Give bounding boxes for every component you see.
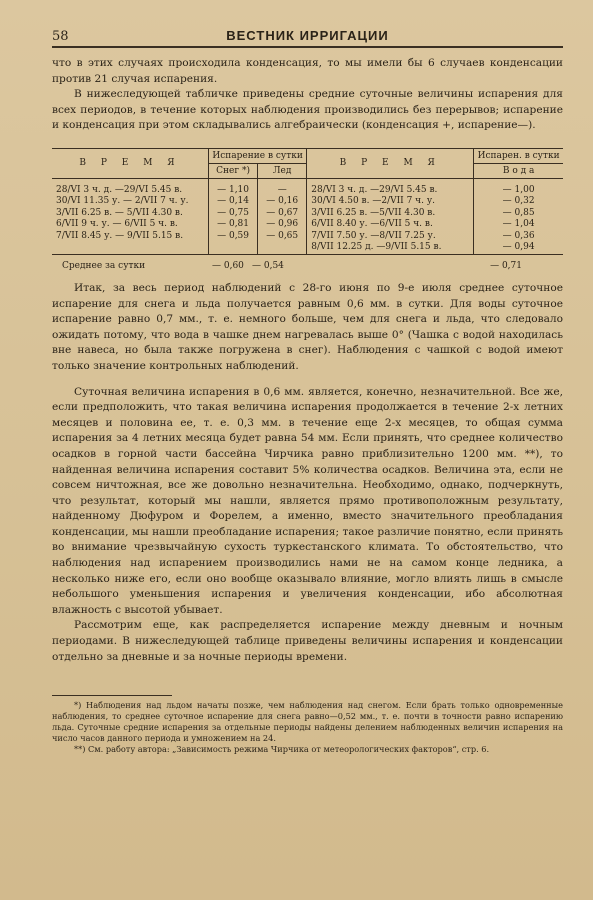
left-time-header: В Р Е М Я	[52, 148, 209, 178]
snow-value: — 0,14	[217, 196, 250, 207]
snow-value: — 1,10	[217, 184, 250, 195]
ice-value: — 0,67	[266, 207, 299, 218]
right-time: 3/VII 6.25 в. —5/VII 4.30 в.	[311, 207, 436, 218]
average-row	[52, 261, 563, 271]
left-time: 7/VII 8.45 у. — 9/VII 5.15 в.	[56, 230, 184, 241]
snow-header: Снег *)	[209, 163, 258, 178]
intro-line: что в этих случаях происходила конденсация, то мы имели бы 6 случаев конденсации против 21 случая испарения.	[52, 57, 563, 85]
left-time: 28/VI 3 ч. д. —29/VI 5.45 в.	[56, 184, 183, 195]
snow-values-cell	[209, 178, 258, 254]
right-times-cell	[307, 178, 474, 254]
water-value: — 1,00	[502, 184, 535, 195]
ice-value: — 0,16	[266, 196, 299, 207]
left-evap-header: Испарение в сутки	[209, 148, 307, 163]
body-paragraph-2: Суточная величина испарения в 0,6 мм. является, конечно, незначительной. Все же, если предположить, что такая величина испарения продолжается в течение 2-х летних месяцев и половина ее, т. е. 0,3 мм. в течение еще 2-х месяцев, то общая сумма испарения за 4 летних месяца будет равна 54 мм. Если принять, что среднее количество осадков в горной части бассейна Чирчика равно приблизительно 1200 мм. **), то найденная величина испарения составит 5% количества осадков. Величина эта, если не совсем ничтожная, все же довольно незначительна. Необходимо, однако, подчеркнуть, что результат, который мы нашли, является прямо противоположным результату, найденному Дюфуром и Форелем, а именно, вместо значительного преобладания конденсации, мы нашли преобладание испарения; такое различие понятно, если принять во внимание чрезвычайную сухость туркестанского климата. То обстоятельство, что наблюдения над испарением производились нами не на самом конце ледника, а несколько ниже его, если оно вообще оказывало влияние, могло влиять лишь в смысле небольшого уменьшения испарения и увеличения конденсации, ибо абсолютная влажность с высотой убывает.	[52, 385, 563, 616]
water-value: — 1,04	[502, 219, 535, 230]
footnote-rule	[52, 695, 172, 696]
average-snow: — 0,60	[212, 260, 244, 271]
water-value: — 0,36	[502, 230, 535, 241]
footnote-1: *) Наблюдения над льдом начаты позже, чем наблюдения над снегом. Если брать только одновременные наблюдения, то среднее суточное испарение для снега равно—0,52 мм., т. е. почти в точности равно испарению льда. Суточные средние испарения за отдельные периоды найдены делением наблюденных величин испарения на число часов данного периода и умножением на 24.	[52, 700, 563, 744]
right-evap-header: Испарен. в сутки	[474, 148, 563, 163]
right-time: 8/VII 12.25 д. —9/VII 5.15 в.	[311, 242, 442, 253]
water-value: — 0,85	[502, 207, 535, 218]
page-number: 58	[52, 29, 69, 44]
page-header	[52, 28, 563, 48]
snow-value: — 0,59	[217, 230, 250, 241]
right-time: 7/VII 7.50 у. —8/VII 7.25 у.	[311, 230, 436, 241]
footnote-2: **) См. работу автора: „Зависимость режима Чирчика от метеорологических факторов“, стр. 6.	[74, 744, 490, 755]
right-time: 30/VI 4.50 в. —2/VII 7 ч. у.	[311, 196, 435, 207]
running-title: ВЕСТНИК ИРРИГАЦИИ	[226, 28, 389, 43]
left-time: 3/VII 6.25 в. — 5/VII 4.30 в.	[56, 207, 183, 218]
water-value: — 0,32	[502, 196, 535, 207]
left-time: 6/VII 9 ч. у. — 6/VII 5 ч. в.	[56, 219, 178, 230]
ice-values-cell	[258, 178, 307, 254]
left-time: 30/VI 11.35 у. — 2/VII 7 ч. у.	[56, 196, 189, 207]
left-times-cell	[52, 178, 209, 254]
water-values-cell	[474, 178, 563, 254]
body-paragraph-3: Рассмотрим еще, как распределяется испарение между дневным и ночным периодами. В нижеследующей таблице приведены величины испарения и конденсации отдельно за дневные и за ночные периоды времени.	[52, 619, 563, 663]
average-label: Среднее за сутки	[62, 260, 146, 271]
ice-value: —	[277, 184, 287, 195]
average-water: — 0,71	[490, 260, 522, 271]
snow-value: — 0,81	[217, 219, 250, 230]
evaporation-table	[52, 148, 563, 255]
snow-value: — 0,75	[217, 207, 250, 218]
water-value: — 0,94	[502, 242, 535, 253]
water-header: В о д а	[474, 163, 563, 178]
right-time: 28/VI 3 ч. д. —29/VI 5.45 в.	[311, 184, 438, 195]
right-time: 6/VII 8.40 у. —6/VII 5 ч. в.	[311, 219, 433, 230]
ice-value: — 0,65	[266, 230, 299, 241]
right-time-header: В Р Е М Я	[307, 148, 474, 178]
body-paragraph-1: Итак, за весь период наблюдений с 28-го июня по 9-е июля среднее суточное испарение для снега и льда получается равным 0,6 мм. в сутки. Для воды суточное испарение равно 0,7 мм., т. е. немного больше, чем для снега и льда, что следовало ожидать потому, что вода в чашке днем нагревалась выше 0° (Чашка с водой находилась вне навеса, но была также погружена в снег). Наблюдения с чашкой с водой имеют только значение контрольных наблюдений.	[52, 281, 563, 372]
ice-value: — 0,96	[266, 219, 299, 230]
average-ice: — 0,54	[252, 260, 284, 271]
ice-header: Лед	[258, 163, 307, 178]
intro-paragraph: В нижеследующей табличке приведены средние суточные величины испарения для всех периодов, в течение которых наблюдения производились без перерывов; испарение и конденсация при этом складывались алгебраически (конденсация +, испарение—).	[52, 88, 563, 132]
